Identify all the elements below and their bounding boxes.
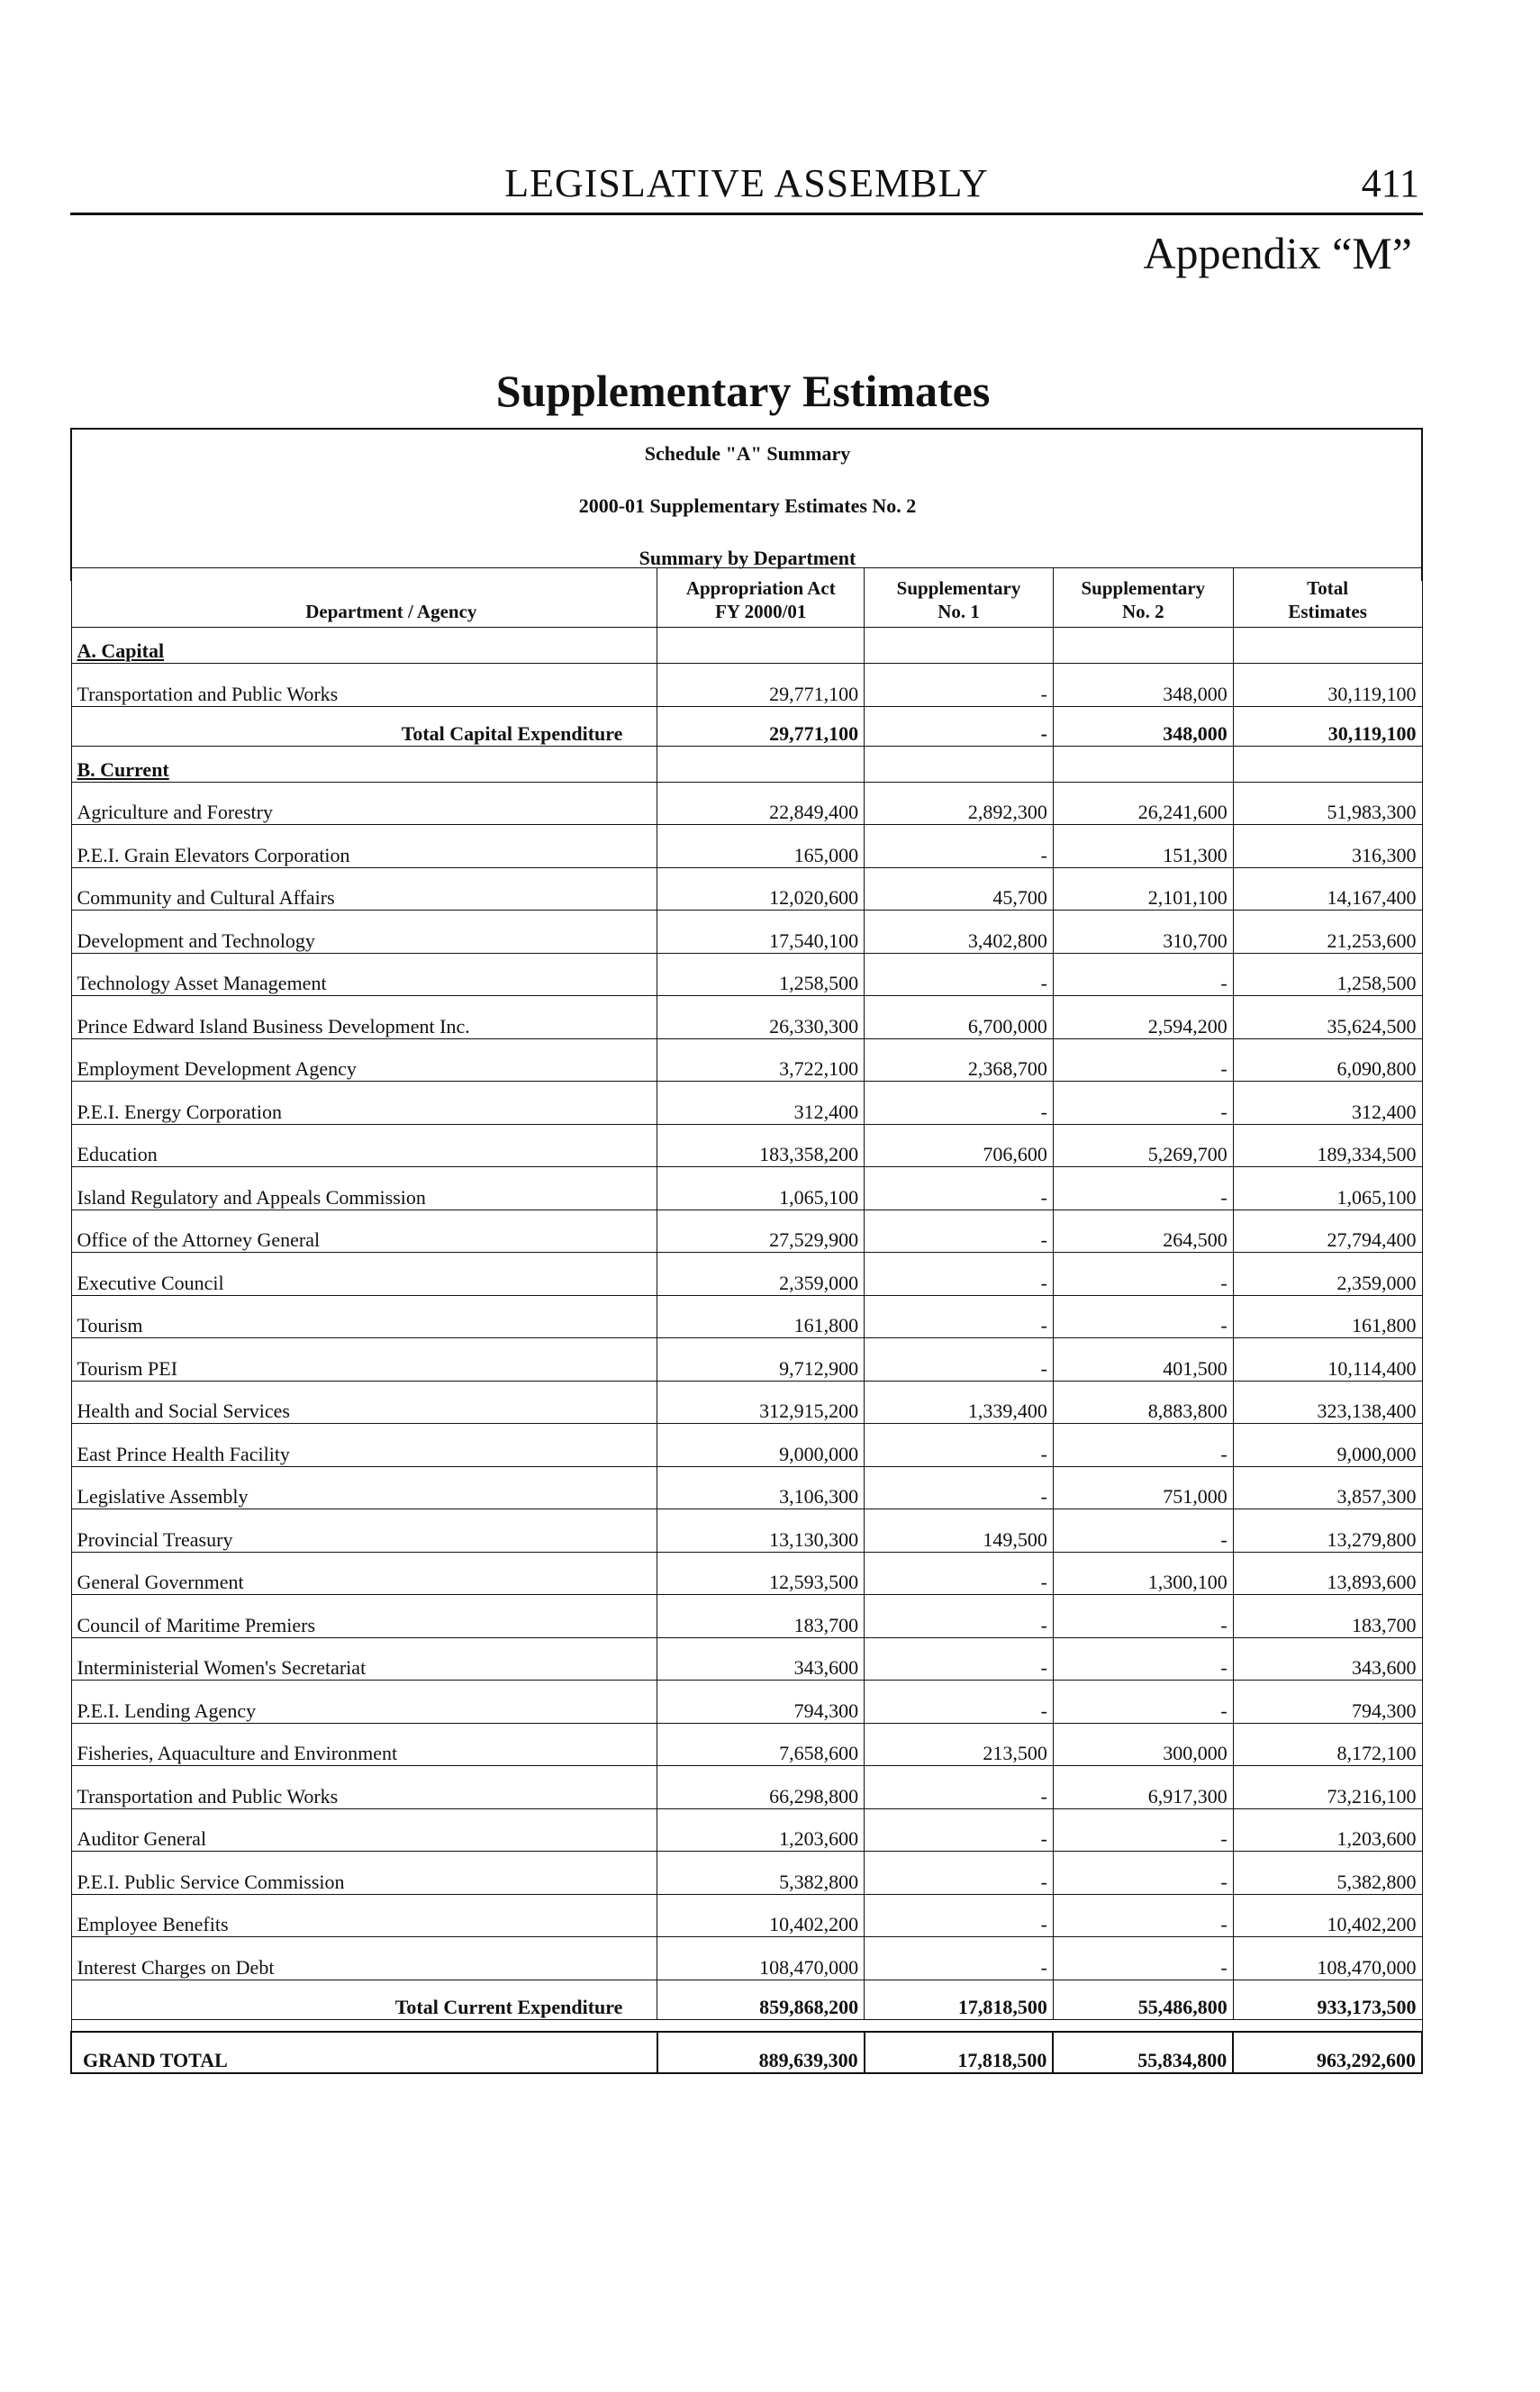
supplementary-2-value: - xyxy=(1053,1937,1233,1980)
table-row xyxy=(71,1381,1422,1424)
page-number: 411 xyxy=(1361,161,1419,205)
supplementary-2-value: 300,000 xyxy=(1053,1723,1233,1766)
department-name: Tourism xyxy=(71,1295,657,1338)
appropriation-value: 794,300 xyxy=(657,1681,865,1724)
table-header-row xyxy=(71,568,1422,628)
supplementary-2-value: 5,269,700 xyxy=(1053,1124,1233,1167)
department-name: P.E.I. Lending Agency xyxy=(71,1681,657,1724)
total-estimates-value: 316,300 xyxy=(1233,825,1422,868)
supplementary-2-value: - xyxy=(1053,1424,1233,1467)
total-estimates-value: 51,983,300 xyxy=(1233,782,1422,825)
total-estimates-value: 21,253,600 xyxy=(1233,911,1422,954)
table-row xyxy=(71,911,1422,954)
department-name: Prince Edward Island Business Development Inc. xyxy=(71,996,657,1039)
appropriation-value: 27,529,900 xyxy=(657,1210,865,1253)
spacer-row xyxy=(71,2019,1422,2032)
grand-total-supplementary-2: 55,834,800 xyxy=(1053,2032,1233,2073)
table-row xyxy=(71,782,1422,825)
supplementary-1-value: 2,892,300 xyxy=(865,782,1054,825)
appropriation-value: 66,298,800 xyxy=(657,1766,865,1809)
appropriation-value: 22,849,400 xyxy=(657,782,865,825)
supplementary-2-value: - xyxy=(1053,1637,1233,1681)
department-name: Development and Technology xyxy=(71,911,657,954)
supplementary-1-value: - xyxy=(865,664,1054,707)
supplementary-1-value: - xyxy=(865,825,1054,868)
appropriation-value: 343,600 xyxy=(657,1637,865,1681)
schedule-line-2: 2000-01 Supplementary Estimates No. 2 xyxy=(578,494,917,517)
total-estimates-value: 161,800 xyxy=(1233,1295,1422,1338)
supplementary-2-value: - xyxy=(1053,1852,1233,1895)
supplementary-1-value: 1,339,400 xyxy=(865,1381,1054,1424)
table-row xyxy=(71,996,1422,1039)
appropriation-value: 29,771,100 xyxy=(657,664,865,707)
supplementary-1-value: - xyxy=(865,1338,1054,1382)
table-row xyxy=(71,664,1422,707)
supplementary-2-value: 348,000 xyxy=(1053,664,1233,707)
appropriation-value: 183,358,200 xyxy=(657,1124,865,1167)
supplementary-2-value: 6,917,300 xyxy=(1053,1766,1233,1809)
table-row xyxy=(71,1210,1422,1253)
section-label-cell xyxy=(71,628,657,664)
supplementary-1-value: 149,500 xyxy=(865,1509,1054,1553)
table-row xyxy=(71,953,1422,996)
supplementary-2-value: - xyxy=(1053,1082,1233,1125)
department-name: Island Regulatory and Appeals Commission xyxy=(71,1167,657,1210)
empty-cell xyxy=(865,746,1054,782)
supplementary-1-value: 3,402,800 xyxy=(865,911,1054,954)
section-total-row xyxy=(71,706,1422,746)
table-row xyxy=(71,1338,1422,1382)
total-estimates-value: 3,857,300 xyxy=(1233,1466,1422,1509)
table-row xyxy=(71,1082,1422,1125)
department-name: East Prince Health Facility xyxy=(71,1424,657,1467)
supplementary-1-value: - xyxy=(865,953,1054,996)
supplementary-2-value: - xyxy=(1053,1038,1233,1082)
supplementary-2-value: 310,700 xyxy=(1053,911,1233,954)
appropriation-value: 2,359,000 xyxy=(657,1253,865,1296)
appropriation-value: 108,470,000 xyxy=(657,1937,865,1980)
department-name: P.E.I. Public Service Commission xyxy=(71,1852,657,1895)
empty-cell xyxy=(1233,746,1422,782)
supplementary-2-value: 8,883,800 xyxy=(1053,1381,1233,1424)
section-total-label: Total Current Expenditure xyxy=(71,1980,657,2019)
supplementary-2-value: 1,300,100 xyxy=(1053,1552,1233,1595)
section-total-row xyxy=(71,1980,1422,2019)
supplementary-2-value: - xyxy=(1053,953,1233,996)
total-estimates-value: 108,470,000 xyxy=(1233,1937,1422,1980)
table-row xyxy=(71,1937,1422,1980)
department-name: Council of Maritime Premiers xyxy=(71,1595,657,1638)
table-row xyxy=(71,1167,1422,1210)
grand-total-row xyxy=(71,2032,1422,2073)
department-name: Employee Benefits xyxy=(71,1894,657,1937)
estimates-table xyxy=(70,567,1423,2074)
header-department: Department / Agency xyxy=(71,568,657,628)
supplementary-2-value: - xyxy=(1053,1595,1233,1638)
document-title: Supplementary Estimates xyxy=(495,366,991,416)
total-estimates-value: 13,893,600 xyxy=(1233,1552,1422,1595)
header-supplementary-1: Supplementary No. 1 xyxy=(865,568,1054,628)
grand-total-estimates: 963,292,600 xyxy=(1233,2032,1422,2073)
table-row xyxy=(71,1766,1422,1809)
supplementary-1-value: - xyxy=(865,1595,1054,1638)
appropriation-value: 312,400 xyxy=(657,1082,865,1125)
section-total-supplementary-1: 17,818,500 xyxy=(865,1980,1054,2019)
total-estimates-value: 183,700 xyxy=(1233,1595,1422,1638)
total-estimates-value: 1,203,600 xyxy=(1233,1808,1422,1852)
department-name: General Government xyxy=(71,1552,657,1595)
section-total-estimates: 933,173,500 xyxy=(1233,1980,1422,2019)
supplementary-2-value: 26,241,600 xyxy=(1053,782,1233,825)
total-estimates-value: 312,400 xyxy=(1233,1082,1422,1125)
department-name: Employment Development Agency xyxy=(71,1038,657,1082)
section-total-estimates: 30,119,100 xyxy=(1233,706,1422,746)
table-row xyxy=(71,1552,1422,1595)
empty-cell xyxy=(1053,746,1233,782)
empty-cell xyxy=(1233,628,1422,664)
supplementary-2-value: 401,500 xyxy=(1053,1338,1233,1382)
header-appropriation: Appropriation Act FY 2000/01 xyxy=(657,568,865,628)
schedule-line-3: Summary by Department xyxy=(639,547,856,569)
department-name: Provincial Treasury xyxy=(71,1509,657,1553)
total-estimates-value: 343,600 xyxy=(1233,1637,1422,1681)
total-estimates-value: 14,167,400 xyxy=(1233,867,1422,911)
table-row xyxy=(71,1852,1422,1895)
section-label: B. Current xyxy=(77,757,169,781)
table-row xyxy=(71,825,1422,868)
department-name: Office of the Attorney General xyxy=(71,1210,657,1253)
appropriation-value: 312,915,200 xyxy=(657,1381,865,1424)
supplementary-1-value: 2,368,700 xyxy=(865,1038,1054,1082)
appropriation-value: 165,000 xyxy=(657,825,865,868)
appropriation-value: 3,106,300 xyxy=(657,1466,865,1509)
department-name: Health and Social Services xyxy=(71,1381,657,1424)
department-name: Legislative Assembly xyxy=(71,1466,657,1509)
department-name: P.E.I. Grain Elevators Corporation xyxy=(71,825,657,868)
total-estimates-value: 794,300 xyxy=(1233,1681,1422,1724)
header-total-estimates: Total Estimates xyxy=(1233,568,1422,628)
appropriation-value: 7,658,600 xyxy=(657,1723,865,1766)
supplementary-1-value: - xyxy=(865,1167,1054,1210)
schedule-heading-box xyxy=(70,428,1423,581)
supplementary-1-value: 706,600 xyxy=(865,1124,1054,1167)
total-estimates-value: 5,382,800 xyxy=(1233,1852,1422,1895)
supplementary-2-value: 2,101,100 xyxy=(1053,867,1233,911)
section-heading-row xyxy=(71,746,1422,782)
department-name: Transportation and Public Works xyxy=(71,664,657,707)
header-rule xyxy=(70,213,1423,215)
supplementary-1-value: - xyxy=(865,1852,1054,1895)
appropriation-value: 17,540,100 xyxy=(657,911,865,954)
running-header-title: LEGISLATIVE ASSEMBLY xyxy=(504,161,989,205)
schedule-line-1: Schedule "A" Summary xyxy=(644,442,851,465)
table-row xyxy=(71,1253,1422,1296)
appropriation-value: 13,130,300 xyxy=(657,1509,865,1553)
supplementary-1-value: 213,500 xyxy=(865,1723,1054,1766)
grand-total-appropriation: 889,639,300 xyxy=(657,2032,865,2073)
running-header xyxy=(70,160,1423,214)
table-row xyxy=(71,1723,1422,1766)
supplementary-1-value: - xyxy=(865,1552,1054,1595)
supplementary-1-value: - xyxy=(865,1681,1054,1724)
appropriation-value: 183,700 xyxy=(657,1595,865,1638)
table-row xyxy=(71,1894,1422,1937)
department-name: P.E.I. Energy Corporation xyxy=(71,1082,657,1125)
empty-cell xyxy=(657,628,865,664)
empty-cell xyxy=(1053,628,1233,664)
appropriation-value: 26,330,300 xyxy=(657,996,865,1039)
supplementary-2-value: - xyxy=(1053,1167,1233,1210)
total-estimates-value: 8,172,100 xyxy=(1233,1723,1422,1766)
table-row xyxy=(71,1509,1422,1553)
header-supplementary-2: Supplementary No. 2 xyxy=(1053,568,1233,628)
section-total-appropriation: 859,868,200 xyxy=(657,1980,865,2019)
table-row xyxy=(71,1124,1422,1167)
department-name: Education xyxy=(71,1124,657,1167)
total-estimates-value: 9,000,000 xyxy=(1233,1424,1422,1467)
supplementary-1-value: - xyxy=(865,1253,1054,1296)
spacer-cell xyxy=(71,2019,1422,2032)
total-estimates-value: 6,090,800 xyxy=(1233,1038,1422,1082)
supplementary-2-value: - xyxy=(1053,1295,1233,1338)
supplementary-2-value: - xyxy=(1053,1681,1233,1724)
appropriation-value: 9,712,900 xyxy=(657,1338,865,1382)
table-row xyxy=(71,1637,1422,1681)
grand-total-label: GRAND TOTAL xyxy=(71,2032,657,2073)
section-heading-row xyxy=(71,628,1422,664)
total-estimates-value: 189,334,500 xyxy=(1233,1124,1422,1167)
department-name: Auditor General xyxy=(71,1808,657,1852)
supplementary-1-value: - xyxy=(865,1295,1054,1338)
supplementary-1-value: - xyxy=(865,1466,1054,1509)
total-estimates-value: 10,114,400 xyxy=(1233,1338,1422,1382)
appropriation-value: 1,258,500 xyxy=(657,953,865,996)
department-name: Fisheries, Aquaculture and Environment xyxy=(71,1723,657,1766)
appropriation-value: 161,800 xyxy=(657,1295,865,1338)
total-estimates-value: 35,624,500 xyxy=(1233,996,1422,1039)
supplementary-2-value: 751,000 xyxy=(1053,1466,1233,1509)
appropriation-value: 1,065,100 xyxy=(657,1167,865,1210)
department-name: Interministerial Women's Secretariat xyxy=(71,1637,657,1681)
total-estimates-value: 1,065,100 xyxy=(1233,1167,1422,1210)
table-body xyxy=(71,628,1422,2074)
department-name: Technology Asset Management xyxy=(71,953,657,996)
empty-cell xyxy=(657,746,865,782)
department-name: Community and Cultural Affairs xyxy=(71,867,657,911)
total-estimates-value: 323,138,400 xyxy=(1233,1381,1422,1424)
supplementary-1-value: - xyxy=(865,1424,1054,1467)
appropriation-value: 10,402,200 xyxy=(657,1894,865,1937)
section-total-appropriation: 29,771,100 xyxy=(657,706,865,746)
supplementary-2-value: - xyxy=(1053,1253,1233,1296)
supplementary-1-value: - xyxy=(865,1766,1054,1809)
table-row xyxy=(71,1681,1422,1724)
department-name: Tourism PEI xyxy=(71,1338,657,1382)
appropriation-value: 12,593,500 xyxy=(657,1552,865,1595)
section-total-supplementary-1: - xyxy=(865,706,1054,746)
department-name: Agriculture and Forestry xyxy=(71,782,657,825)
supplementary-2-value: 151,300 xyxy=(1053,825,1233,868)
appendix-label: Appendix “M” xyxy=(1143,228,1412,278)
section-label: A. Capital xyxy=(77,639,165,662)
department-name: Interest Charges on Debt xyxy=(71,1937,657,1980)
supplementary-2-value: - xyxy=(1053,1509,1233,1553)
supplementary-2-value: - xyxy=(1053,1894,1233,1937)
table-row xyxy=(71,867,1422,911)
total-estimates-value: 13,279,800 xyxy=(1233,1509,1422,1553)
total-estimates-value: 27,794,400 xyxy=(1233,1210,1422,1253)
empty-cell xyxy=(865,628,1054,664)
table-row xyxy=(71,1038,1422,1082)
supplementary-1-value: - xyxy=(865,1210,1054,1253)
department-name: Executive Council xyxy=(71,1253,657,1296)
department-name: Transportation and Public Works xyxy=(71,1766,657,1809)
total-estimates-value: 1,258,500 xyxy=(1233,953,1422,996)
grand-total-supplementary-1: 17,818,500 xyxy=(865,2032,1054,2073)
appropriation-value: 5,382,800 xyxy=(657,1852,865,1895)
supplementary-1-value: 45,700 xyxy=(865,867,1054,911)
total-estimates-value: 2,359,000 xyxy=(1233,1253,1422,1296)
supplementary-2-value: 2,594,200 xyxy=(1053,996,1233,1039)
supplementary-1-value: - xyxy=(865,1637,1054,1681)
total-estimates-value: 10,402,200 xyxy=(1233,1894,1422,1937)
supplementary-1-value: - xyxy=(865,1894,1054,1937)
table-row xyxy=(71,1466,1422,1509)
table-row xyxy=(71,1295,1422,1338)
supplementary-1-value: - xyxy=(865,1808,1054,1852)
supplementary-1-value: - xyxy=(865,1937,1054,1980)
supplementary-2-value: 264,500 xyxy=(1053,1210,1233,1253)
appropriation-value: 9,000,000 xyxy=(657,1424,865,1467)
total-estimates-value: 73,216,100 xyxy=(1233,1766,1422,1809)
supplementary-2-value: - xyxy=(1053,1808,1233,1852)
section-label-cell xyxy=(71,746,657,782)
total-estimates-value: 30,119,100 xyxy=(1233,664,1422,707)
table-row xyxy=(71,1595,1422,1638)
appropriation-value: 3,722,100 xyxy=(657,1038,865,1082)
section-total-supplementary-2: 348,000 xyxy=(1053,706,1233,746)
section-total-supplementary-2: 55,486,800 xyxy=(1053,1980,1233,2019)
table-row xyxy=(71,1424,1422,1467)
supplementary-1-value: 6,700,000 xyxy=(865,996,1054,1039)
supplementary-1-value: - xyxy=(865,1082,1054,1125)
appropriation-value: 1,203,600 xyxy=(657,1808,865,1852)
appropriation-value: 12,020,600 xyxy=(657,867,865,911)
table-row xyxy=(71,1808,1422,1852)
section-total-label: Total Capital Expenditure xyxy=(71,706,657,746)
